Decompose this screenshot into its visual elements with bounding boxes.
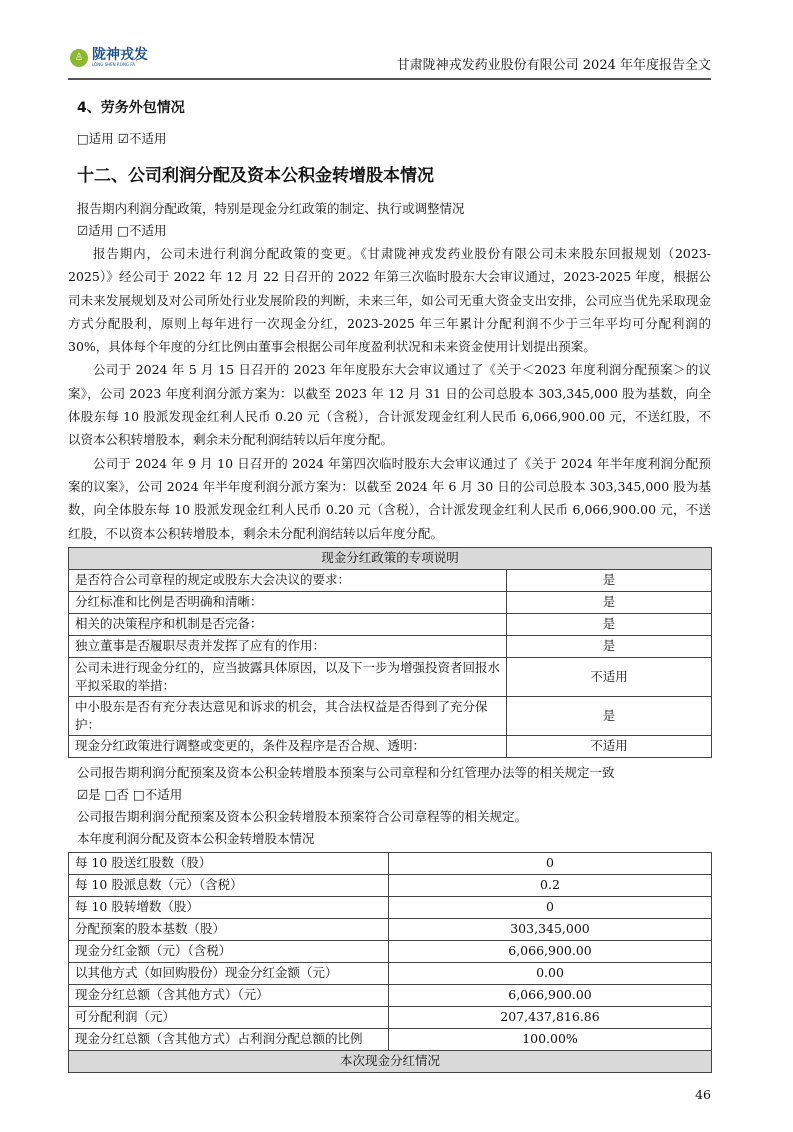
table-row bbox=[69, 591, 712, 613]
cell-label: 独立董事是否履职尽责并发挥了应有的作用： bbox=[69, 635, 507, 657]
cell-value: 是 bbox=[507, 696, 712, 735]
logo-icon: ♙ bbox=[70, 49, 88, 67]
cell-label: 现金分红政策进行调整或变更的，条件及程序是否合规、透明： bbox=[69, 735, 507, 757]
policy-table bbox=[68, 547, 712, 758]
table-row bbox=[69, 874, 712, 896]
page-header bbox=[68, 44, 711, 80]
table-row bbox=[69, 896, 712, 918]
table-row bbox=[69, 735, 712, 757]
section-12-intro: 报告期内利润分配政策，特别是现金分红政策的制定、执行或调整情况 bbox=[77, 201, 465, 216]
table-row bbox=[69, 613, 712, 635]
cell-value: 是 bbox=[507, 635, 712, 657]
table-row bbox=[69, 635, 712, 657]
cell-label: 可分配利润（元） bbox=[69, 1006, 389, 1028]
section-12-title: 十二、公司利润分配及资本公积金转增股本情况 bbox=[77, 166, 434, 186]
company-logo bbox=[70, 48, 148, 67]
cell-label: 相关的决策程序和机制是否完备： bbox=[69, 613, 507, 635]
cell-value: 100.00% bbox=[389, 1028, 712, 1050]
section-4-title: 4、劳务外包情况 bbox=[77, 100, 185, 116]
cell-label: 以其他方式（如回购股份）现金分红金额（元） bbox=[69, 962, 389, 984]
cell-value: 不适用 bbox=[507, 657, 712, 696]
cell-label: 每 10 股派息数（元）（含税） bbox=[69, 874, 389, 896]
cell-value: 303,345,000 bbox=[389, 918, 712, 940]
consistency-conclusion: 公司报告期利润分配预案及资本公积金转增股本预案符合公司章程等的相关规定。 bbox=[77, 808, 528, 824]
cell-value: 6,066,900.00 bbox=[389, 984, 712, 1006]
table-row bbox=[69, 696, 712, 735]
paragraph: 公司于 2024 年 9 月 10 日召开的 2024 年第四次临时股东大会审议通过了《关于 2024 年半年度利润分配预案的议案》，公司 2024 年半年度利润分派方案为：以截至 2024 年 6 月 30 日的公司总股本 303,345,000 股为基数，向全体股东每 10 股派发现金红利人民币 0.20 元（含税），合计派发现金红利人民币 6,066,900.00 元，不送红股，不以资本公积转增股本，剩余未分配利润结转以后年度分配。 bbox=[68, 455, 711, 541]
table-row bbox=[69, 1006, 712, 1028]
table-row bbox=[69, 569, 712, 591]
table-row bbox=[69, 657, 712, 696]
consistency-options: ☑是 □否 □不适用 bbox=[77, 786, 183, 802]
distribution-table bbox=[68, 852, 712, 1073]
logo-text: 陇神戎发 bbox=[92, 47, 148, 63]
paragraph: 报告期内，公司未进行利润分配政策的变更。《甘肃陇神戎发药业股份有限公司未来股东回报规划（2023-2025）》经公司于 2022 年 12 月 22 日召开的 2022 年第三次临时股东大会审议通过，2023-2025 年度，根据公司未来发展规划及对公司所处行业发展阶段的判断，未来三年，如公司无重大资金支出安排，公司应当优先采取现金方式分配股利，原则上每年进行一次现金分红，2023-2025 年三年累计分配利润不少于三年平均可分配利润的 30%，具体每个年度的分红比例由董事会根据公司年度盈利状况和未来资金使用计划提出预案。 bbox=[68, 246, 711, 355]
paragraph: 公司于 2024 年 5 月 15 日召开的 2023 年年度股东大会审议通过了《关于＜2023 年度利润分配预案＞的议案》，公司 2023 年度利润分派方案为：以截至 2023 年 12 月 31 日的公司总股本 303,345,000 股为基数，向全体股东每 10 股派发现金红利人民币 0.20 元（含税），合计派发现金红利人民币 6,066,900.00 元，不送红股，不以资本公积转增股本，剩余未分配利润结转以后年度分配。 bbox=[68, 362, 711, 448]
table-row bbox=[69, 940, 712, 962]
consistency-text: 公司报告期利润分配预案及资本公积金转增股本预案与公司章程和分红管理办法等的相关规定一致 bbox=[77, 764, 615, 780]
cell-label: 现金分红总额（含其他方式）（元） bbox=[69, 984, 389, 1006]
section-12-options: ☑适用 □不适用 bbox=[77, 223, 167, 238]
cell-value: 是 bbox=[507, 591, 712, 613]
cell-label: 中小股东是否有充分表达意见和诉求的机会，其合法权益是否得到了充分保护： bbox=[69, 696, 507, 735]
cell-value: 0.2 bbox=[389, 874, 712, 896]
cell-label: 分配预案的股本基数（股） bbox=[69, 918, 389, 940]
dist-table-footer: 本次现金分红情况 bbox=[69, 1050, 712, 1072]
table-row bbox=[69, 1028, 712, 1050]
table-row bbox=[69, 984, 712, 1006]
cell-value: 6,066,900.00 bbox=[389, 940, 712, 962]
cell-value: 207,437,816.86 bbox=[389, 1006, 712, 1028]
header-title: 甘肃陇神戎发药业股份有限公司 2024 年年度报告全文 bbox=[396, 58, 711, 73]
cell-label: 现金分红总额（含其他方式）占利润分配总额的比例 bbox=[69, 1028, 389, 1050]
page-number: 46 bbox=[695, 1086, 711, 1102]
cell-label: 每 10 股送红股数（股） bbox=[69, 852, 389, 874]
cell-value: 0 bbox=[389, 852, 712, 874]
table-row bbox=[69, 918, 712, 940]
cell-label: 分红标准和比例是否明确和清晰： bbox=[69, 591, 507, 613]
document-body bbox=[68, 98, 711, 1102]
cell-value: 不适用 bbox=[507, 735, 712, 757]
policy-table-title: 现金分红政策的专项说明 bbox=[69, 547, 712, 569]
table-row bbox=[69, 962, 712, 984]
table-row bbox=[69, 852, 712, 874]
cell-label: 现金分红金额（元）（含税） bbox=[69, 940, 389, 962]
cell-value: 0 bbox=[389, 896, 712, 918]
cell-value: 0.00 bbox=[389, 962, 712, 984]
cell-label: 公司未进行现金分红的，应当披露具体原因，以及下一步为增强投资者回报水平拟采取的举措： bbox=[69, 657, 507, 696]
cell-label: 每 10 股转增数（股） bbox=[69, 896, 389, 918]
section-4-options: □适用 ☑不适用 bbox=[77, 131, 167, 146]
dist-table-caption: 本年度利润分配及资本公积金转增股本情况 bbox=[77, 830, 315, 846]
cell-label: 是否符合公司章程的规定或股东大会决议的要求： bbox=[69, 569, 507, 591]
cell-value: 是 bbox=[507, 569, 712, 591]
cell-value: 是 bbox=[507, 613, 712, 635]
logo-sub: LONG SHEN RONG FA bbox=[92, 62, 135, 67]
